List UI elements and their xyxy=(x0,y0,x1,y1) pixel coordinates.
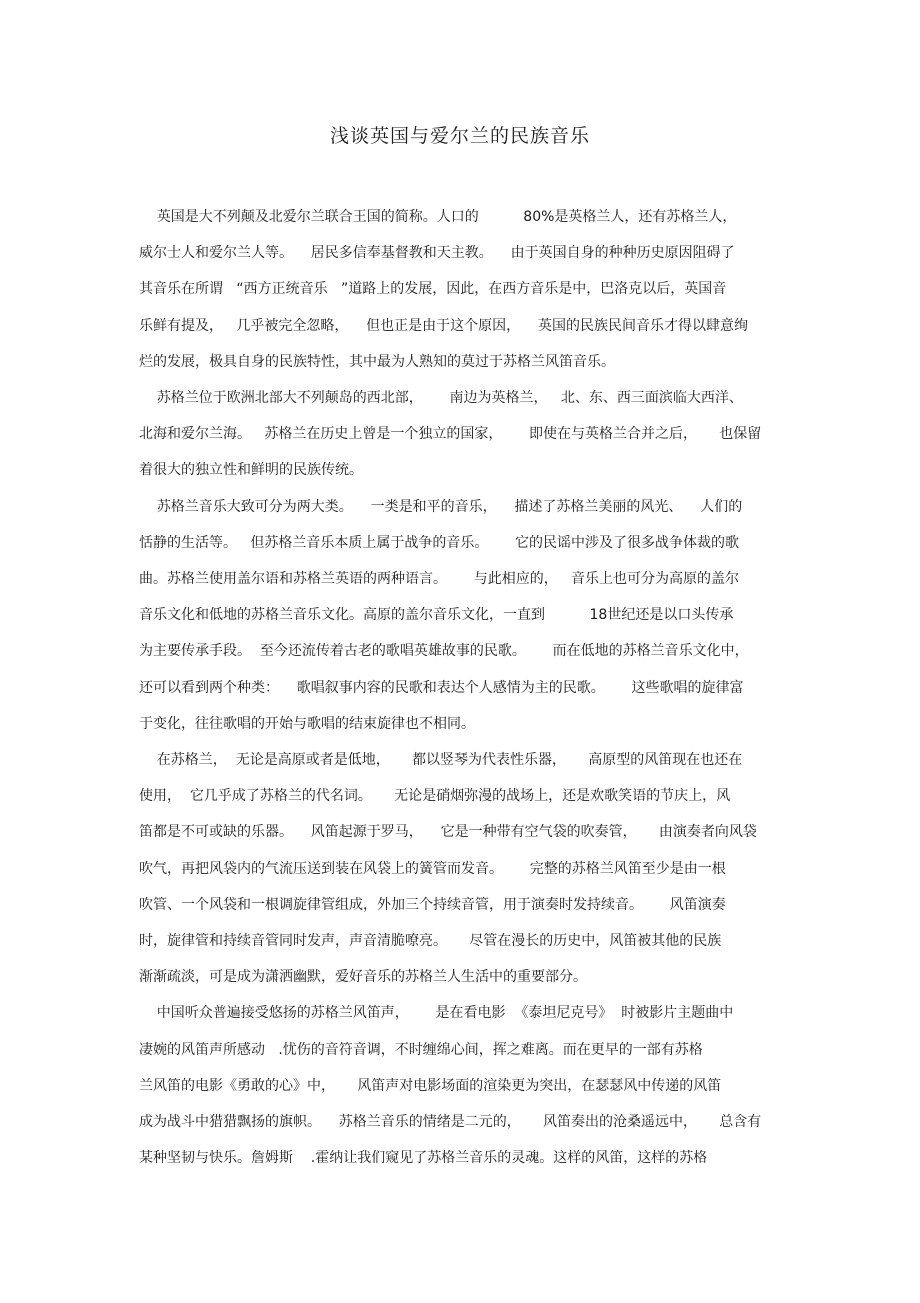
document-title: 浅谈英国与爱尔兰的民族音乐 xyxy=(329,125,590,147)
paragraph-1-line-1: 英国是大不列颠及北爱尔兰联合王国的简称。人口的 80%是英格兰人，还有苏格兰人， xyxy=(139,209,737,225)
paragraph-4-line-6: 时，旋律管和持续音管同时发声，声音清脆嘹亮。 尽管在漫长的历史中，风笛被其他的民族 xyxy=(139,933,722,949)
paragraph-4-line-2: 使用， 它几乎成了苏格兰的代名词。 无论是硝烟弥漫的战场上，还是欢歌笑语的节庆上，风 xyxy=(139,788,731,805)
paragraph-5-line-5: 某种坚韧与快乐。詹姆斯 .霍纳让我们窥见了苏格兰音乐的灵魂。这样的风笛，这样的苏格 xyxy=(139,1150,708,1167)
paragraph-3-line-3: 曲。苏格兰使用盖尔语和苏格兰英语的两种语言。 与此相应的， 音乐上也可分为高原的盖尔 xyxy=(139,571,740,587)
paragraph-3-line-2: 恬静的生活等。 但苏格兰音乐本质上属于战争的音乐。 它的民谣中涉及了很多战争体裁的歌 xyxy=(139,534,740,551)
paragraph-1-line-3: 其音乐在所谓 “西方正统音乐 ”道路上的发展，因此，在西方音乐是中，巴洛克以后，英国音 xyxy=(139,281,727,298)
paragraph-4-line-5: 吹管、一个风袋和一根调旋律管组成，外加三个持续音管，用于演奏时发持续音。 风笛演奏 xyxy=(139,896,726,913)
paragraph-3-line-6: 还可以看到两个种类： 歌唱叙事内容的民歌和表达个人感情为主的民歌。 这些歌唱的旋律富 xyxy=(139,679,744,696)
paragraph-1-line-2: 威尔士人和爱尔兰人等。 居民多信奉基督教和天主教。 由于英国自身的种种历史原因阻碍了 xyxy=(139,245,735,262)
paragraph-2-line-2: 北海和爱尔兰海。 苏格兰在历史上曾是一个独立的国家， 即使在与英格兰合并之后， 也保留 xyxy=(139,426,762,443)
paragraph-5-line-4: 成为战斗中猎猎飘扬的旗帜。 苏格兰音乐的情绪是二元的， 风笛奏出的沧桑遥远中， 总含有 xyxy=(139,1114,762,1130)
paragraph-2-line-1: 苏格兰位于欧洲北部大不列颠岛的西北部， 南边为英格兰， 北、东、西三面滨临大西洋、 xyxy=(139,390,743,406)
paragraph-3-line-5: 为主要传承手段。 至今还流传着古老的歌唱英雄故事的民歌。 而在低地的苏格兰音乐文化中， xyxy=(139,643,749,660)
paragraph-3-line-4: 音乐文化和低地的苏格兰音乐文化。高原的盖尔音乐文化，一直到 18世纪还是以口头传承 xyxy=(139,607,734,624)
paragraph-4-line-3: 笛都是不可或缺的乐器。 风笛起源于罗马， 它是一种带有空气袋的吹奏管， 由演奏者向风袋 xyxy=(139,824,757,841)
paragraph-1-line-4: 乐鲜有提及， 几乎被完全忽略， 但也正是由于这个原因， 英国的民族民间音乐才得以肆意绚 xyxy=(139,317,748,334)
paragraph-2-line-3: 着很大的独立性和鲜明的民族传统。 xyxy=(139,462,363,479)
paragraph-4-line-7: 渐渐疏淡，可是成为潇洒幽默，爱好音乐的苏格兰人生活中的重要部分。 xyxy=(139,969,587,986)
paragraph-5-line-1: 中国听众普遍接受悠扬的苏格兰风笛声， 是在看电影 《泰坦尼克号》 时被影片主题曲中 xyxy=(139,1005,734,1022)
paragraph-4-line-1: 在苏格兰， 无论是高原或者是低地， 都以竖琴为代表性乐器， 高原型的风笛现在也还在 xyxy=(139,752,743,768)
paragraph-4-line-4: 吹气，再把风袋内的气流压送到装在风袋上的簧管而发音。 完整的苏格兰风笛至少是由一根 xyxy=(139,860,726,877)
paragraph-3-line-7: 于变化，往往歌唱的开始与歌唱的结束旋律也不相同。 xyxy=(139,715,475,732)
paragraph-1-line-5: 烂的发展，极具自身的民族特性，其中最为人熟知的莫过于苏格兰风笛音乐。 xyxy=(139,353,615,370)
paragraph-5-line-3: 兰风笛的电影《勇敢的心》中， 风笛声对电影场面的渲染更为突出，在瑟瑟风中传递的风笛 xyxy=(139,1077,722,1094)
paragraph-5-line-2: 凄婉的风笛声所感动 .忧伤的音符音调，不时缠绵心间，挥之难离。而在更早的一部有苏格 xyxy=(139,1041,703,1058)
paragraph-3-line-1: 苏格兰音乐大致可分为两大类。 一类是和平的音乐， 描述了苏格兰美丽的风光、 人们的 xyxy=(139,498,743,515)
